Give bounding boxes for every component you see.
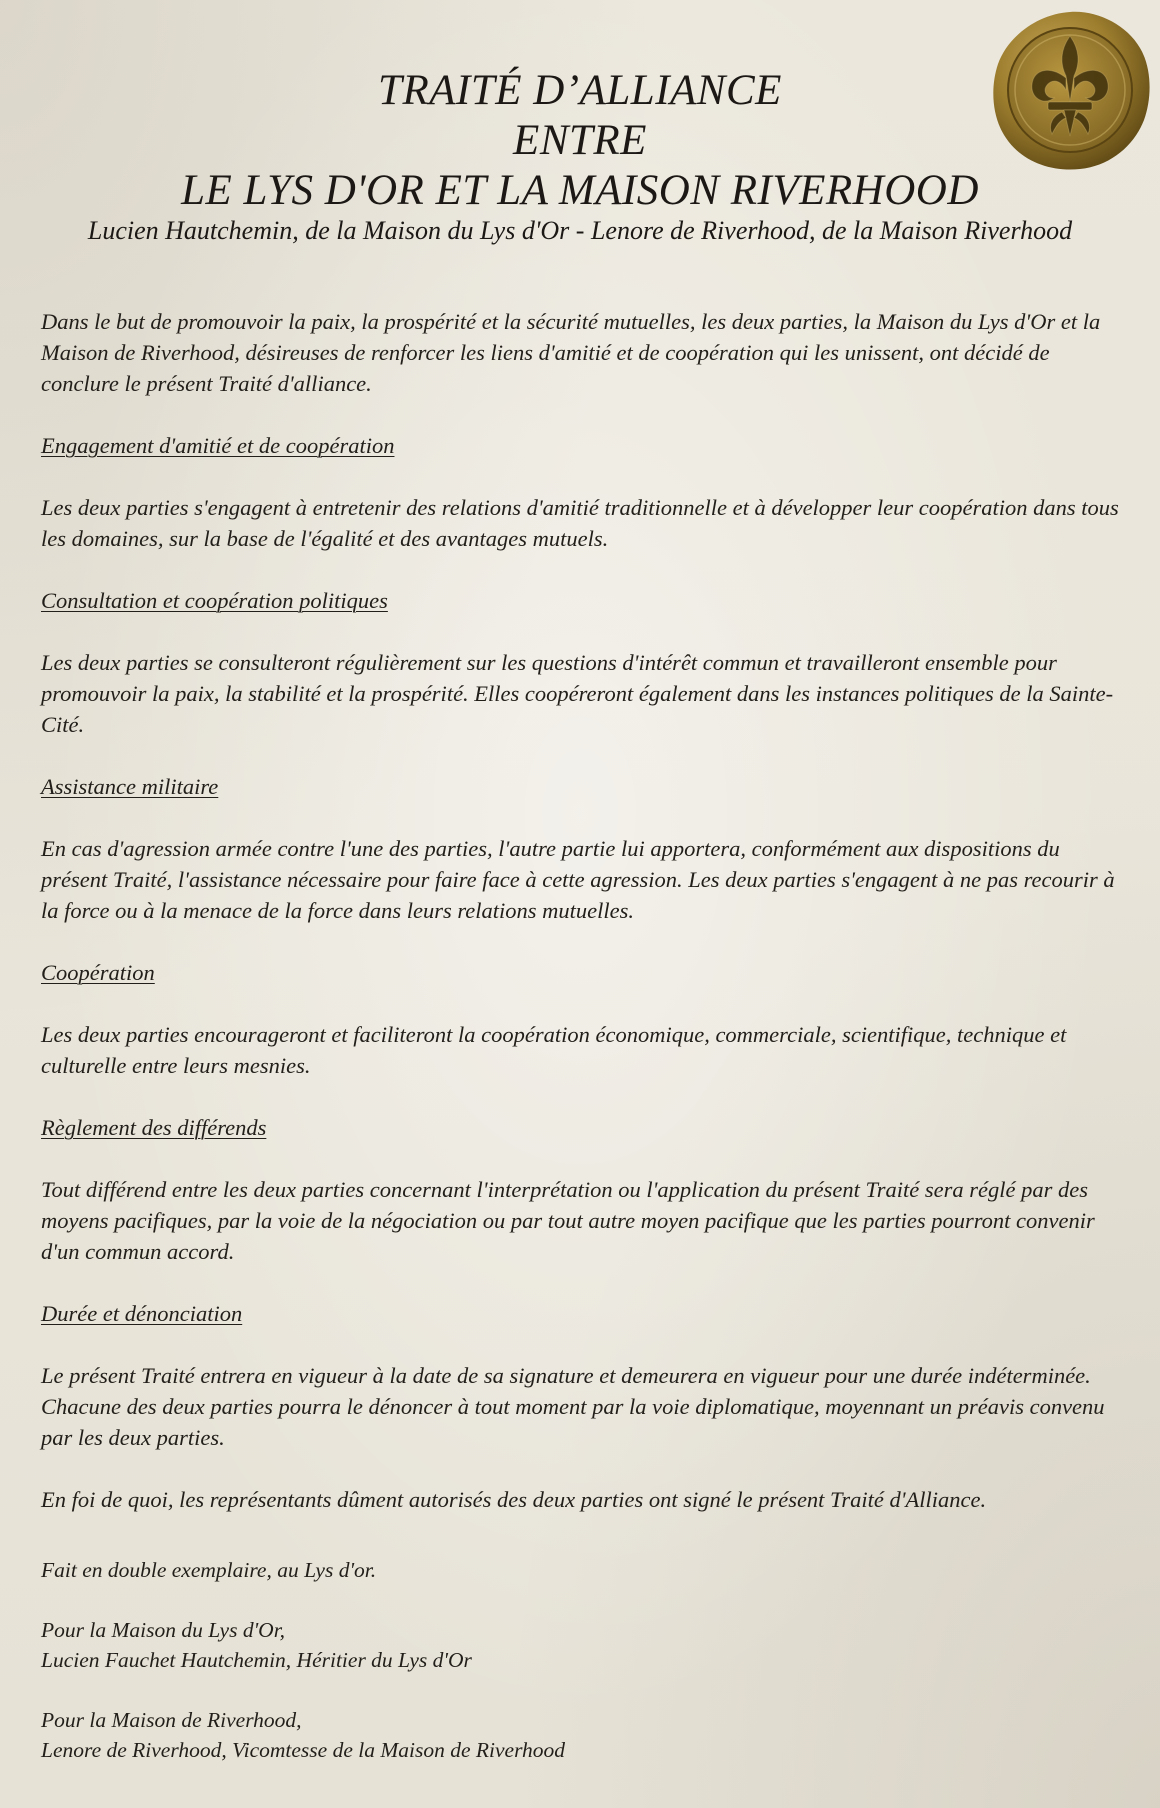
signatory-1-name: Lucien Fauchet Hautchemin, Héritier du Lys d'Or: [41, 1648, 472, 1672]
section-heading: Consultation et coopération politiques: [41, 588, 388, 613]
section-heading: Engagement d'amitié et de coopération: [41, 433, 395, 458]
section-text: Les deux parties s'engagent à entretenir des relations d'amitié traditionnelle et à développer leur coopération dans tous les domaines, sur la base de l'égalité et des avantages mutuels.: [41, 495, 1119, 551]
signatory-2: [41, 1705, 1123, 1765]
section-text: Le présent Traité entrera en vigueur à la date de sa signature et demeurera en vigueur pour une durée indéterminée. Chacune des deux parties pourra le dénoncer à tout moment par la voie diplomatique, moyennant un préavis convenu par les deux parties.: [41, 1363, 1105, 1450]
treaty-title-line-3: LE LYS D'OR ET LA MAISON RIVERHOOD: [181, 167, 979, 214]
attestation: En foi de quoi, les représentants dûment autorisés des deux parties ont signé le présent Traité d'Alliance.: [41, 1487, 987, 1512]
title-block: [0, 66, 1160, 248]
place-line: Fait en double exemplaire, au Lys d'or.: [41, 1558, 377, 1582]
section-heading: Durée et dénonciation: [41, 1301, 243, 1326]
signatory-1-house: Pour la Maison du Lys d'Or,: [41, 1618, 286, 1642]
section-heading: Assistance militaire: [41, 774, 219, 799]
section-heading: Coopération: [41, 960, 155, 985]
signatory-2-name: Lenore de Riverhood, Vicomtesse de la Maison de Riverhood: [41, 1738, 566, 1762]
section-text: En cas d'agression armée contre l'une des parties, l'autre partie lui apportera, conformément aux dispositions du présent Traité, l'assistance nécessaire pour faire face à cette agression. Les deux parties s'engagent à ne pas recourir à la force ou à la menace de la force dans leurs relations mutuelles.: [41, 836, 1115, 923]
treaty-title-line-2: ENTRE: [513, 117, 647, 164]
parties-subtitle: Lucien Hautchemin, de la Maison du Lys d'Or - Lenore de Riverhood, de la Maison Riverhood: [87, 216, 1073, 245]
section-heading: Règlement des différends: [41, 1115, 267, 1140]
preamble: Dans le but de promouvoir la paix, la prospérité et la sécurité mutuelles, les deux parties, la Maison du Lys d'Or et la Maison de Riverhood, désireuses de renforcer les liens d'amitié et de coopération qui les unissent, ont décidé de conclure le présent Traité d'alliance.: [41, 309, 1101, 396]
section-text: Les deux parties se consulteront régulièrement sur les questions d'intérêt commun et travailleront ensemble pour promouvoir la paix, la stabilité et la prospérité. Elles coopéreront également dans les instances politiques de la Sainte-Cité.: [41, 650, 1114, 737]
section-text: Tout différend entre les deux parties concernant l'interprétation ou l'application du présent Traité sera réglé par des moyens pacifiques, par la voie de la négociation ou par tout autre moyen pacifique que les parties pourront convenir d'un commun accord.: [41, 1177, 1095, 1264]
treaty-title-line-1: TRAITÉ D’ALLIANCE: [378, 67, 782, 114]
closing-block: [41, 1555, 1123, 1765]
signatory-2-house: Pour la Maison de Riverhood,: [41, 1708, 302, 1732]
section-text: Les deux parties encourageront et faciliteront la coopération économique, commerciale, scientifique, technique et culturelle entre leurs mesnies.: [41, 1022, 1067, 1078]
treaty-body: [41, 306, 1123, 1795]
signatory-1: [41, 1615, 1123, 1675]
